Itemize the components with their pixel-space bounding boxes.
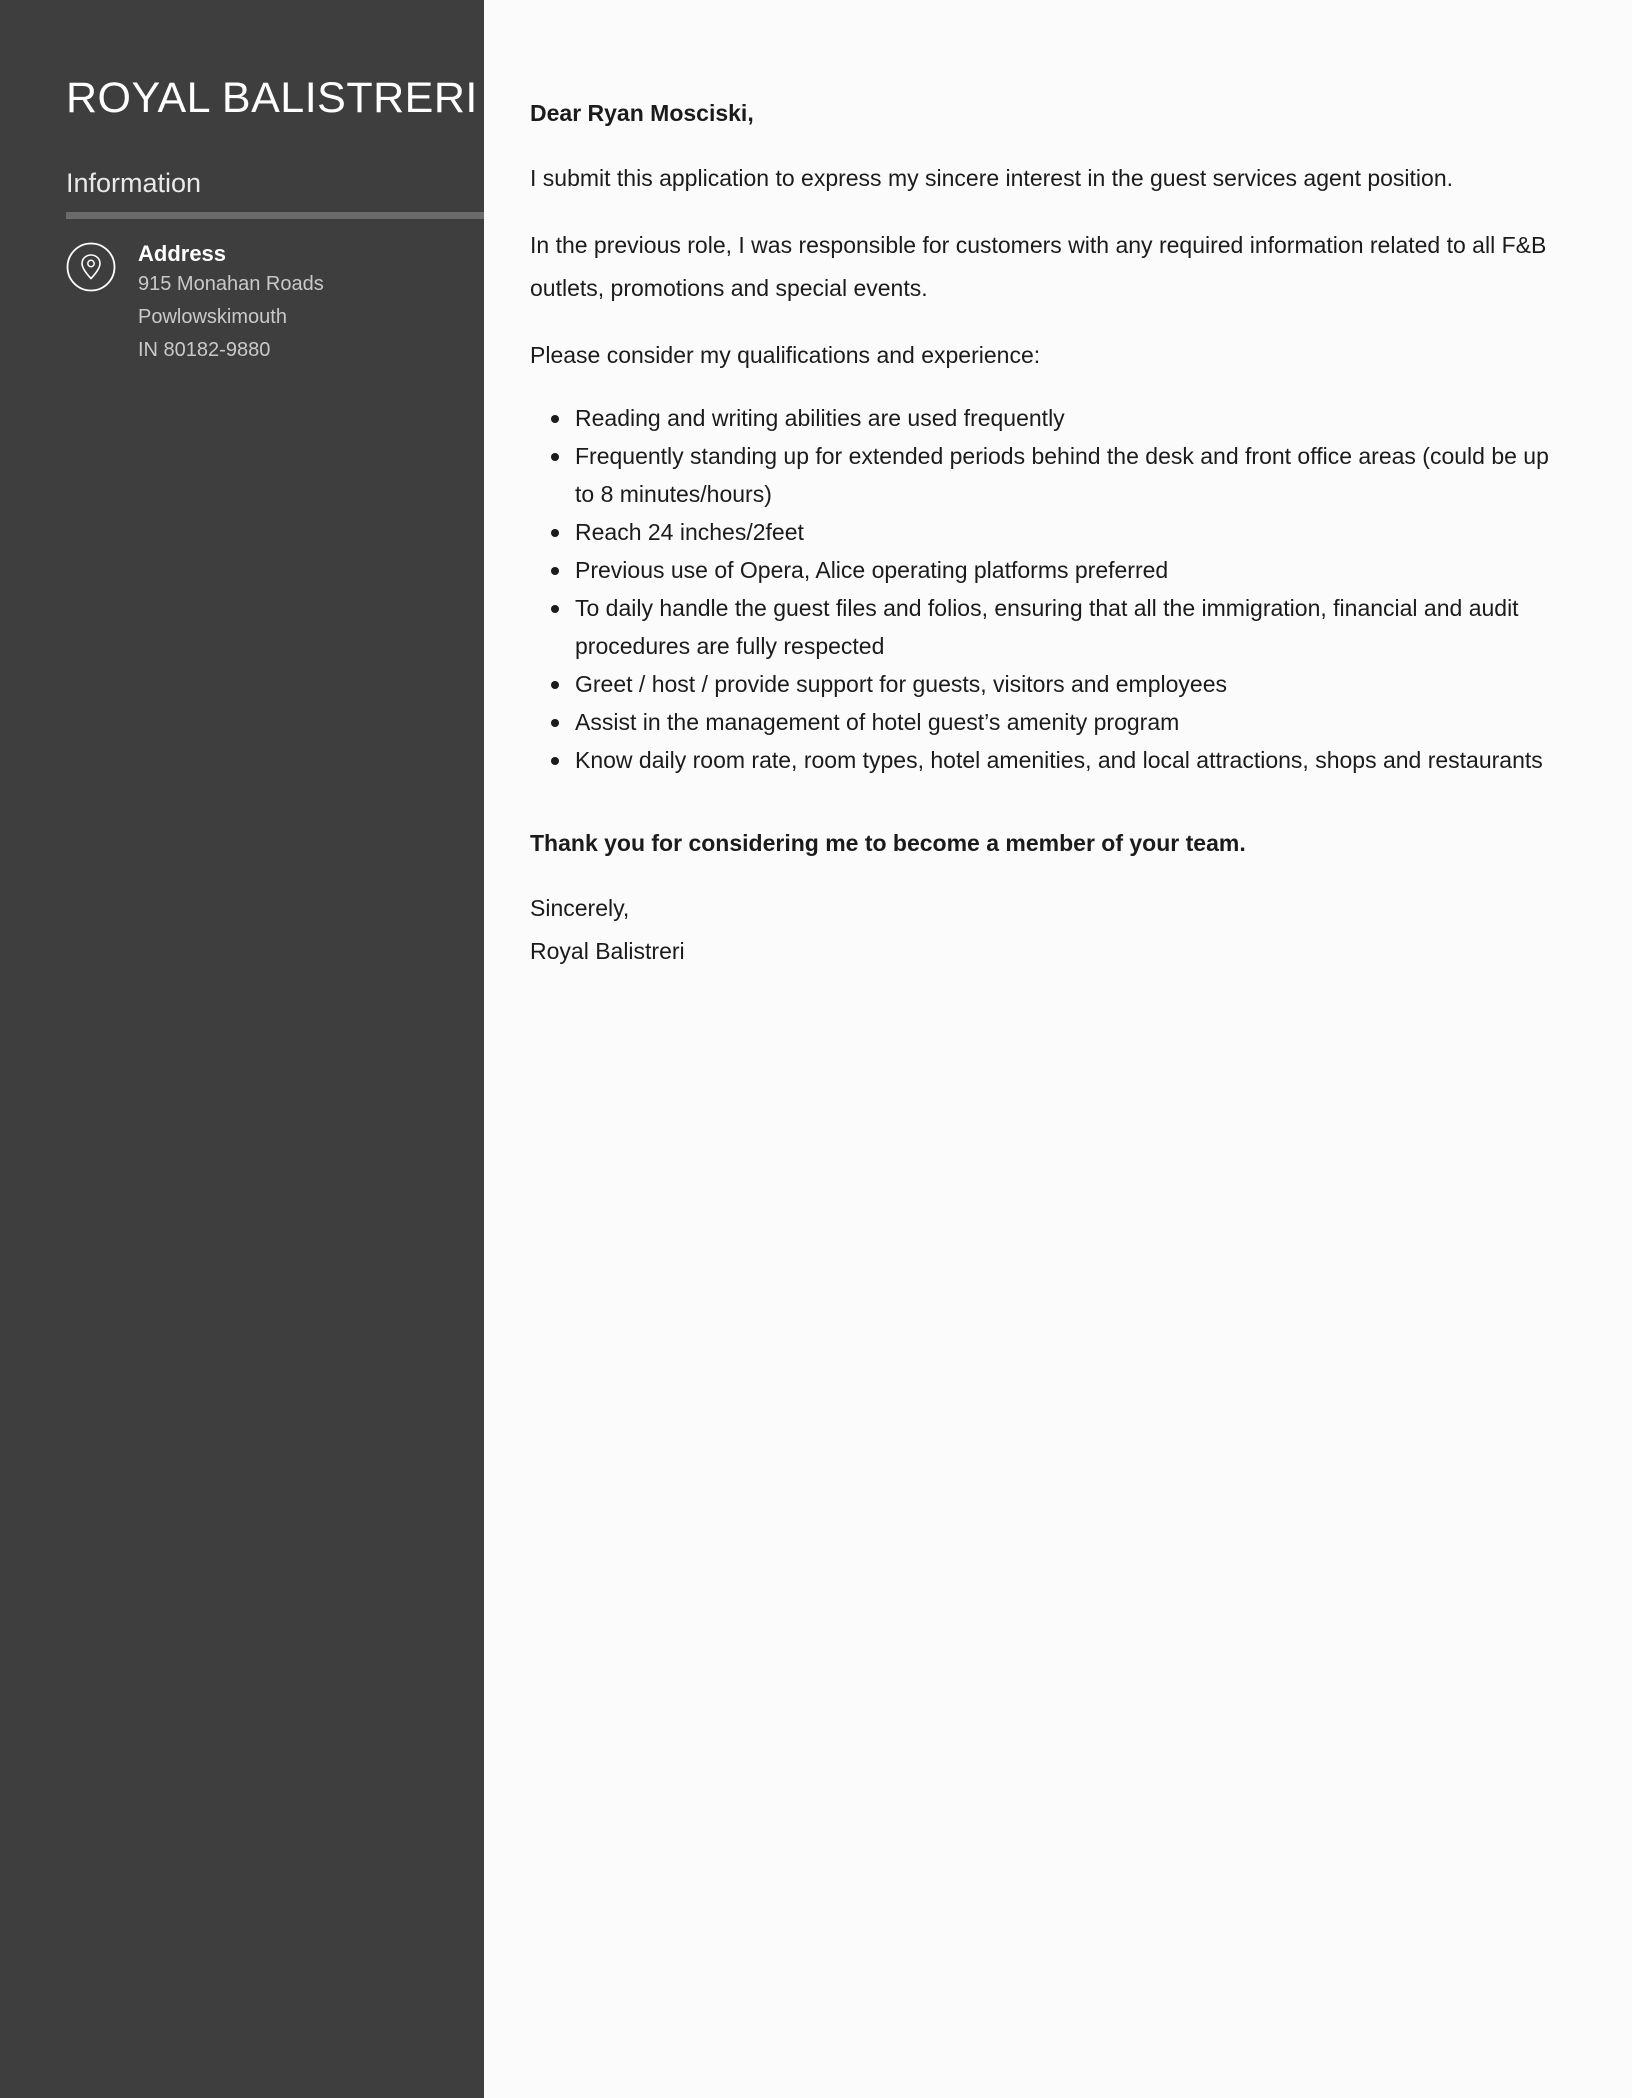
- list-item-text: Previous use of Opera, Alice operating platforms preferred: [575, 557, 1169, 583]
- sidebar: [0, 0, 484, 2098]
- list-item-text: To daily handle the guest files and folios, ensuring that all the immigration, financial and audit procedures are fully respected: [575, 595, 1519, 659]
- address-label: Address: [138, 241, 227, 266]
- list-item-text: Assist in the management of hotel guest’s amenity program: [575, 709, 1180, 735]
- bullet-icon: [551, 605, 559, 613]
- bullet-icon: [551, 567, 559, 575]
- signoff: Sincerely,: [530, 895, 630, 921]
- experience-paragraph: In the previous role, I was responsible for customers with any required information related to all F&B outlets, promotions and special events.: [530, 232, 1547, 301]
- list-item-text: Frequently standing up for extended periods behind the desk and front office areas (could be up to 8 minutes/hours): [575, 443, 1549, 507]
- list-item: [530, 741, 1570, 779]
- list-item-text: Know daily room rate, room types, hotel amenities, and local attractions, shops and restaurants: [575, 747, 1543, 773]
- salutation: Dear Ryan Mosciski,: [530, 100, 754, 126]
- list-item-text: Reach 24 inches/2feet: [575, 519, 804, 545]
- bullet-icon: [551, 529, 559, 537]
- list-item: [530, 551, 1570, 589]
- list-item: [530, 703, 1570, 741]
- section-divider: [66, 212, 484, 219]
- location-pin-icon: [66, 242, 116, 292]
- list-item-text: Greet / host / provide support for guests, visitors and employees: [575, 671, 1227, 697]
- bullet-icon: [551, 757, 559, 765]
- qualifications-intro: Please consider my qualifications and experience:: [530, 342, 1041, 368]
- information-heading: Information: [66, 168, 202, 198]
- letter-body: [530, 93, 1570, 973]
- bullet-icon: [551, 415, 559, 423]
- bullet-icon: [551, 681, 559, 689]
- intro-paragraph: I submit this application to express my sincere interest in the guest services agent position.: [530, 165, 1454, 191]
- applicant-name: ROYAL BALISTRERI: [66, 74, 478, 122]
- address-line-street: 915 Monahan Roads: [138, 273, 324, 295]
- list-item-text: Reading and writing abilities are used frequently: [575, 405, 1065, 431]
- list-item: [530, 399, 1570, 437]
- address-line-state-zip: IN 80182-9880: [138, 339, 271, 361]
- bullet-icon: [551, 719, 559, 727]
- list-item: [530, 513, 1570, 551]
- bullet-icon: [551, 453, 559, 461]
- signature-name: Royal Balistreri: [530, 938, 685, 964]
- list-item: [530, 589, 1570, 665]
- qualifications-list: [530, 399, 1570, 779]
- closing-statement: Thank you for considering me to become a member of your team.: [530, 830, 1246, 856]
- signoff-block: [530, 887, 1570, 973]
- address-line-city: Powlowskimouth: [138, 306, 287, 328]
- list-item: [530, 437, 1570, 513]
- list-item: [530, 665, 1570, 703]
